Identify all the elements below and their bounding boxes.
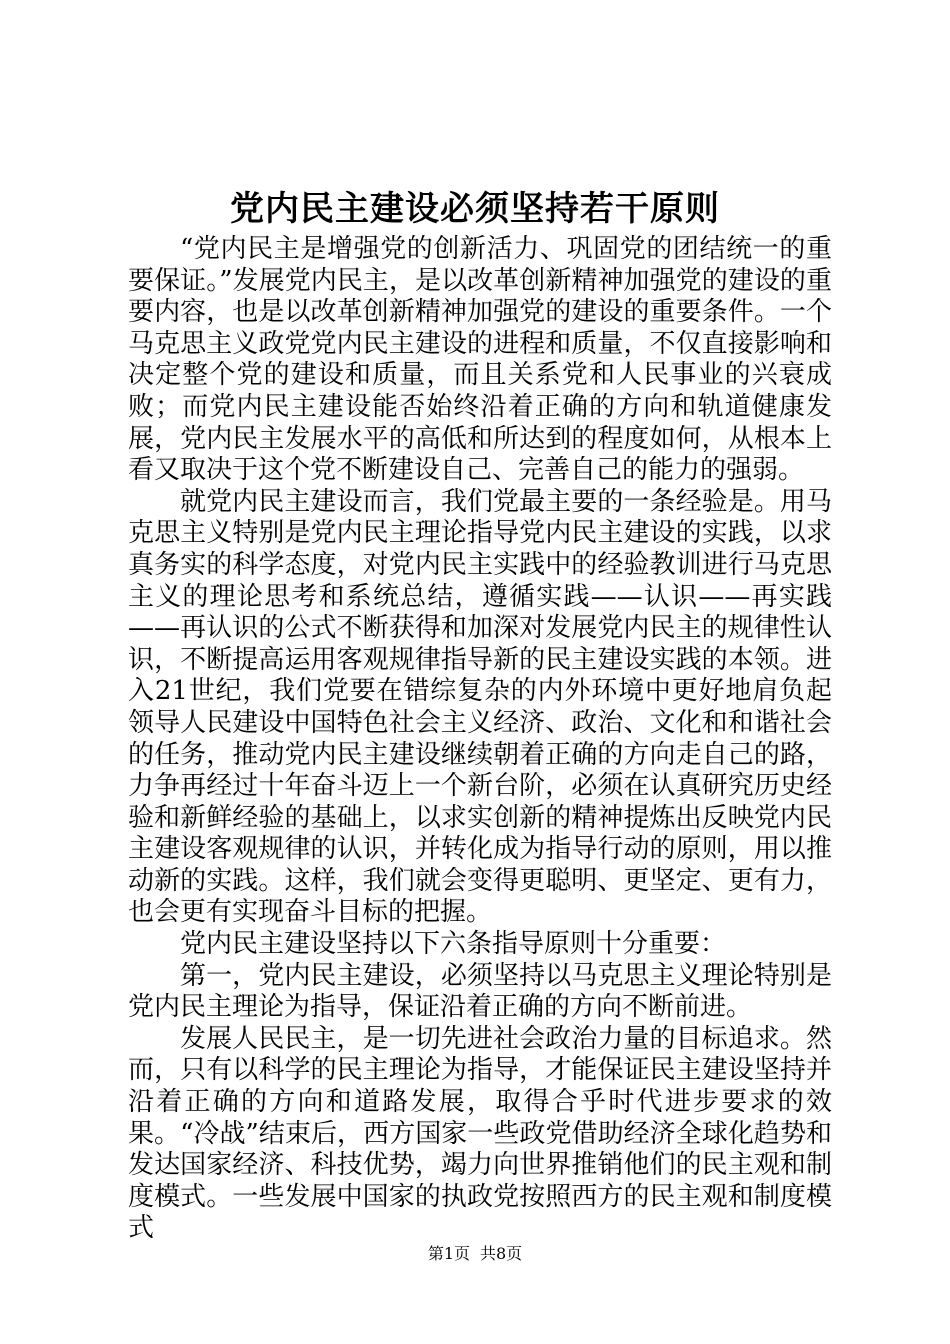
- paragraph-3: 党内民主建设坚持以下六条指导原则十分重要：: [180, 929, 727, 960]
- page-number-current: 第1页: [427, 1244, 470, 1263]
- paragraph-2: 就党内民主建设而言，我们党最主要的一条经验是。用马克思主义特别是党内民主理论指导党内民主建设的实践，以求真务实的科学态度，对党内民主实践中的经验教训进行马克思主义的理论思考和系统总结，遵循实践——认识——再实践——再认识的公式不断获得和加深对发展党内民主的规律性认识，不断提高运用客观规律指导新的民主建设实践的本领。进入21世纪，我们党要在错综复杂的内外环境中更好地肩负起领导人民建设中国特色社会主义经济、政治、文化和和谐社会的任务，推动党内民主建设继续朝着正确的方向走自己的路，力争再经过十年奋斗迈上一个新台阶，必须在认真研究历史经验和新鲜经验的基础上，以求实创新的精神提炼出反映党内民主建设客观规律的认识，并转化成为指导行动的原则，用以推动新的实践。这样，我们就会变得更聪明、更坚定、更有力，也会更有实现奋斗目标的把握。: [128, 486, 832, 928]
- page-footer: [0, 1242, 950, 1266]
- paragraph-1: “党内民主是增强党的创新活力、巩固党的团结统一的重要保证。”发展党内民主，是以改革创新精神加强党的建设的重要内容，也是以改革创新精神加强党的建设的重要条件。一个马克思主义政党党内民主建设的进程和质量，不仅直接影响和决定整个党的建设和质量，而且关系党和人民事业的兴衰成败；而党内民主建设能否始终沿着正确的方向和轨道健康发展，党内民主发展水平的高低和所达到的程度如何，从根本上看又取决于这个党不断建设自己、完善自己的能力的强弱。: [128, 234, 832, 486]
- page-number-total: 共8页: [480, 1244, 523, 1263]
- document-body: [128, 234, 832, 1245]
- paragraph-4: 第一，党内民主建设，必须坚持以马克思主义理论特别是党内民主理论为指导，保证沿着正确的方向不断前进。: [128, 960, 832, 1023]
- paragraph-5: 发展人民民主，是一切先进社会政治力量的目标追求。然而，只有以科学的民主理论为指导，才能保证民主建设坚持并沿着正确的方向和道路发展，取得合乎时代进步要求的效果。“冷战”结束后，西方国家一些政党借助经济全球化趋势和发达国家经济、科技优势，竭力向世界推销他们的民主观和制度模式。一些发展中国家的执政党按照西方的民主观和制度模式: [128, 1023, 832, 1244]
- document-title: 党内民主建设必须坚持若干原则: [230, 189, 720, 229]
